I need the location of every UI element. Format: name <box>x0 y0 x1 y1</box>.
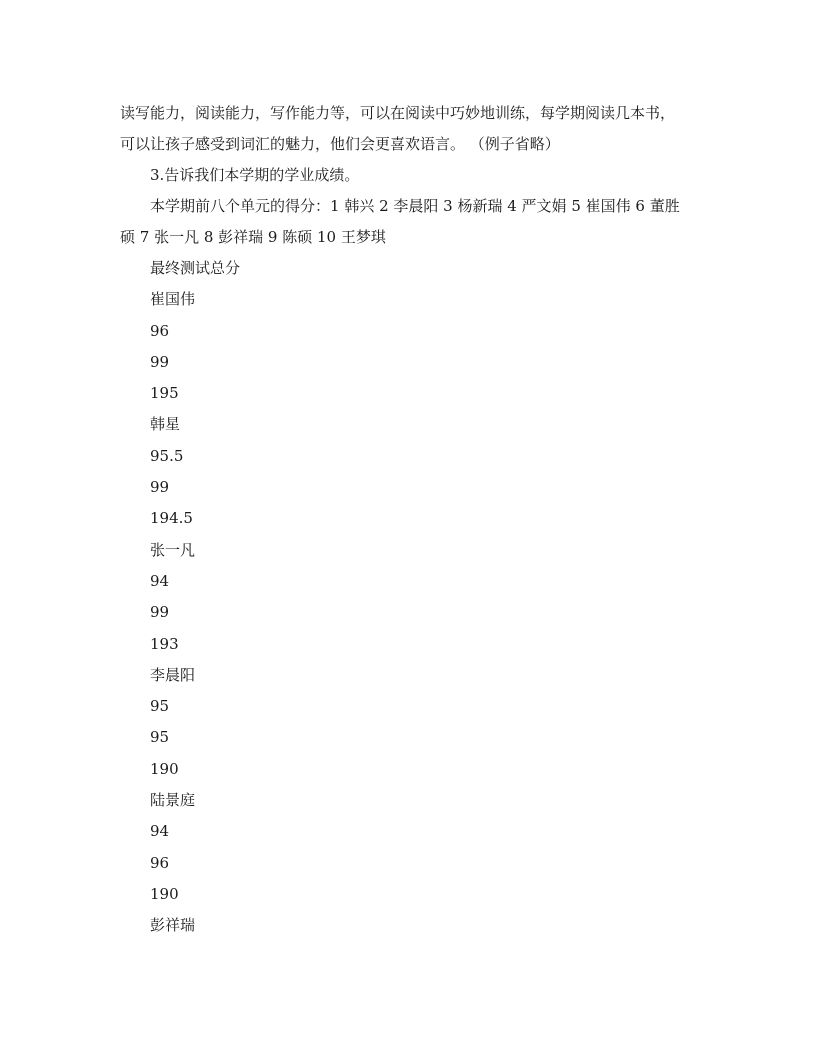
list-item: 李晨阳 <box>150 665 196 684</box>
list-item: 陆景庭 <box>150 791 196 810</box>
list-item: 96 <box>150 321 170 340</box>
paragraph-line: 可以让孩子感受到词汇的魅力，他们会更喜欢语言。 （例子省略） <box>120 135 560 153</box>
list-item: 95 <box>150 697 170 716</box>
list-item: 彭祥瑞 <box>150 916 196 935</box>
list-item: 99 <box>150 478 170 497</box>
list-item: 99 <box>150 603 170 622</box>
list-item: 崔国伟 <box>150 290 196 309</box>
list-item: 张一凡 <box>150 540 196 559</box>
paragraph-line: 本学期前八个单元的得分：1 韩兴 2 李晨阳 3 杨新瑞 4 严文娟 5 崔国伟 6 董胜 <box>150 197 680 215</box>
list-item: 95 <box>150 728 170 747</box>
list-item: 96 <box>150 853 170 872</box>
list-item: 94 <box>150 571 170 590</box>
list-item: 190 <box>150 759 179 778</box>
paragraph-line: 3.告诉我们本学期的学业成绩。 <box>150 166 360 184</box>
list-item: 194.5 <box>150 509 193 528</box>
list-item: 193 <box>150 634 179 653</box>
score-list <box>150 253 240 942</box>
list-item: 195 <box>150 384 179 403</box>
paragraph-line: 硕 7 张一凡 8 彭祥瑞 9 陈硕 10 王梦琪 <box>120 228 386 246</box>
list-item: 韩星 <box>150 415 181 434</box>
list-item: 190 <box>150 884 179 903</box>
list-item: 95.5 <box>150 446 184 465</box>
list-item: 94 <box>150 822 170 841</box>
list-item: 最终测试总分 <box>150 259 241 277</box>
list-item: 99 <box>150 352 170 371</box>
paragraph-line: 读写能力，阅读能力，写作能力等，可以在阅读中巧妙地训练，每学期阅读几本书， <box>120 104 676 122</box>
